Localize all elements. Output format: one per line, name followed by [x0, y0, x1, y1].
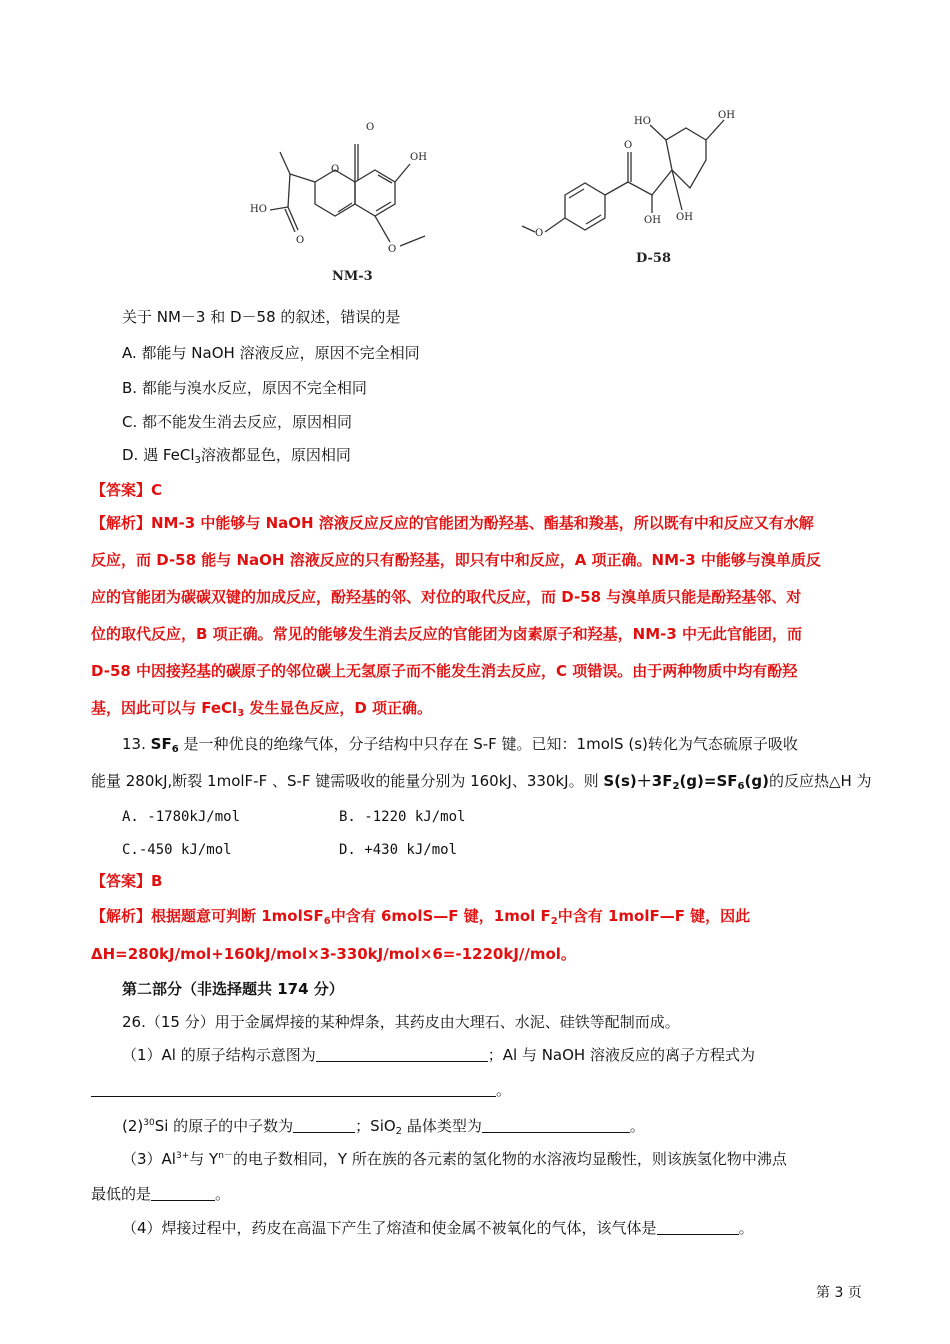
q12-answer: 【答案】C — [91, 481, 163, 499]
d58-ho-top-label: HO — [634, 116, 651, 127]
q12-option-d: D. 遇 FeCl$_3$溶液都显色，原因相同 — [122, 446, 351, 466]
nm3-acid-o-label: O — [296, 235, 305, 246]
part2-heading: 第二部分（非选择题共 174 分） — [122, 980, 344, 998]
nm3-ho-label: HO — [250, 204, 267, 215]
q26-part1: （1）Al 的原子结构示意图为 ；Al 与 NaOH 溶液反应的离子方程式为 — [122, 1046, 755, 1064]
d58-oxo-label: O — [624, 140, 633, 151]
nm3-ome-label: O — [388, 244, 397, 255]
q13-option-b: B. -1220 kJ/mol — [339, 809, 466, 825]
q12-analysis-line-3: 应的官能团为碳碳双键的加成反应，酚羟基的邻、对位的取代反应，而 D-58 与溴单质只能是酚羟基邻、对 — [91, 588, 802, 606]
q26-part2-blank-b[interactable] — [482, 1118, 630, 1133]
d58-oh-bottom-label: OH — [676, 212, 693, 223]
nm3-ring-o-label: O — [331, 164, 340, 175]
d58-name-label: D-58 — [636, 251, 672, 266]
q26-part4-blank[interactable] — [657, 1220, 739, 1235]
q13-analysis-line-2: ΔH=280kJ/mol+160kJ/mol×3-330kJ/mol×6=-1220kJ//mol。 — [91, 945, 576, 963]
q12-analysis-line-5: D-58 中因接羟基的碳原子的邻位碳上无氢原子而不能发生消去反应，C 项错误。由于两种物质中均有酚羟 — [91, 662, 798, 680]
nm3-oxo-label: O — [366, 122, 375, 133]
q12-analysis-line-2: 反应，而 D-58 能与 NaOH 溶液反应的只有酚羟基，即只有中和反应，A 项正确。NM-3 中能够与溴单质反 — [91, 551, 821, 569]
q12-analysis-line-1: 【解析】NM-3 中能够与 NaOH 溶液反应反应的官能团为酚羟基、酯基和羧基，所以既有中和反应又有水解 — [91, 514, 814, 532]
q12-option-b: B. 都能与溴水反应，原因不完全相同 — [122, 379, 367, 397]
q13-option-d: D. +430 kJ/mol — [339, 842, 458, 858]
q26-part1-blank-b[interactable] — [91, 1082, 496, 1097]
q13-answer: 【答案】B — [91, 872, 163, 890]
nm3-structure-figure — [240, 112, 460, 287]
q26-part4: （4）焊接过程中，药皮在高温下产生了熔渣和使金属不被氧化的气体，该气体是 。 — [122, 1219, 754, 1237]
q26-part3: $(3)Al^{3+}$与 $Y^{n-}$的电子数相同，Y 所在族的各元素的氢化物的水溶液均显酸性，则该族氢化物中沸点 — [122, 1150, 787, 1168]
q13-stem-line-2: 能量 280kJ,断裂 1molF-F 、S-F 键需吸收的能量分别为 160kJ、330kJ。则 $S(s)+3F_2(g)=SF_6(g)$的反应热△H 为 — [91, 772, 872, 792]
q13-option-c: C.-450 kJ/mol — [122, 842, 232, 858]
q12-stem: 关于 NM－3 和 D－58 的叙述，错误的是 — [122, 308, 401, 326]
nm3-oh-label: OH — [410, 152, 427, 163]
d58-oh-top-right-label: OH — [718, 110, 735, 121]
q12-option-c: C. 都不能发生消去反应，原因相同 — [122, 413, 353, 431]
q12-analysis-line-6: 基，因此可以与 FeCl$_3$ 发生显色反应，D 项正确。 — [91, 699, 433, 719]
nm3-name-label: NM-3 — [332, 269, 373, 284]
d58-structure-figure — [510, 100, 770, 275]
q12-analysis-line-4: 位的取代反应，B 项正确。常见的能够发生消去反应的官能团为卤素原子和羟基，NM-3 中无此官能团，而 — [91, 625, 803, 643]
q26-part2: $(2)^{30}Si$ 的原子的中子数为 ；SiO$_2$ 晶体类型为 。 — [122, 1117, 645, 1137]
q26-part1-line2: 。 — [91, 1080, 511, 1100]
q13-analysis-line-1: 【解析】根据题意可判断 1molSF$_6$中含有 6molS—F 键，1mol $F_2$中含有 1molF—F 键，因此 — [91, 907, 751, 927]
q26-part3-blank[interactable] — [151, 1186, 215, 1201]
q12-option-a: A. 都能与 NaOH 溶液反应，原因不完全相同 — [122, 344, 420, 362]
d58-ome-label: O — [535, 228, 544, 239]
page-number: 第 3 页 — [816, 1285, 862, 1301]
q26-stem: 26.（15 分）用于金属焊接的某种焊条，其药皮由大理石、水泥、硅铁等配制而成。 — [122, 1013, 680, 1031]
q13-option-a: A. -1780kJ/mol — [122, 809, 241, 825]
q26-part1-blank-a[interactable] — [316, 1047, 488, 1062]
q26-part3-line2: 最低的是 。 — [91, 1185, 231, 1203]
q26-part2-blank-a[interactable] — [293, 1118, 355, 1133]
q13-stem-line-1: 13. $SF_6$ 是一种优良的绝缘气体，分子结构中只存在 S-F 键。已知：1molS (s)转化为气态硫原子吸收 — [122, 735, 798, 755]
d58-oh-mid-label: OH — [644, 215, 661, 226]
